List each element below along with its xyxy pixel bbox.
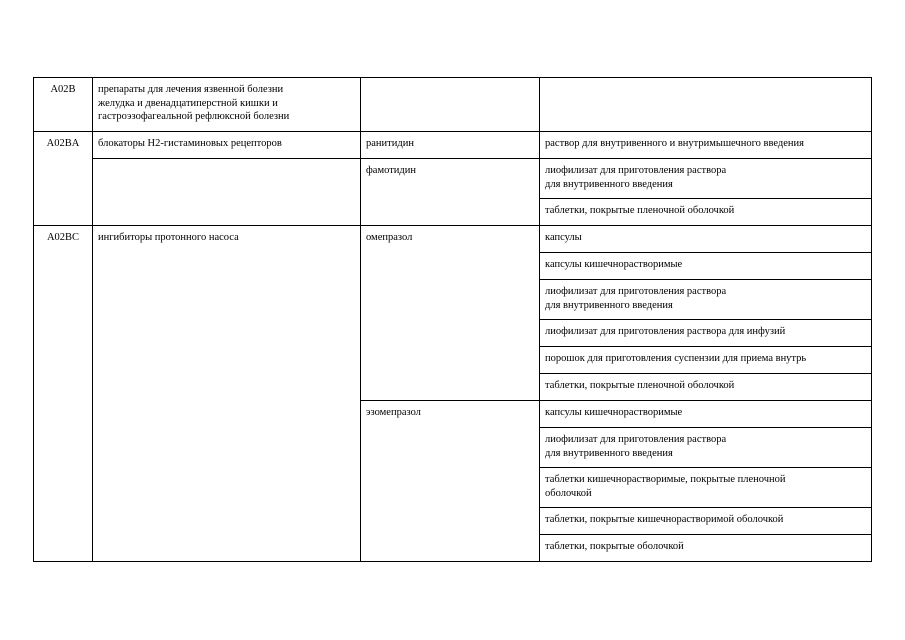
group-name-cell: блокаторы H2-гистаминовых рецепторов bbox=[93, 132, 361, 159]
dosage-form-cell: порошок для приготовления суспензии для приема внутрь bbox=[540, 347, 872, 374]
dosage-form-cell: капсулы кишечнорастворимые bbox=[540, 401, 872, 428]
table-row bbox=[34, 159, 872, 199]
drug-name-cell: ранитидин bbox=[361, 132, 540, 159]
dosage-form-cell: таблетки кишечнорастворимые, покрытые пленочной оболочкой bbox=[540, 468, 872, 508]
atc-code-cell: A02BA bbox=[34, 132, 93, 226]
table-row bbox=[34, 226, 872, 253]
group-name-cell: препараты для лечения язвенной болезни желудка и двенадцатиперстной кишки и гастроэзофагеальной рефлюксной болезни bbox=[93, 78, 361, 132]
dosage-form-cell: таблетки, покрытые пленочной оболочкой bbox=[540, 374, 872, 401]
atc-code-cell: A02B bbox=[34, 78, 93, 132]
document-page bbox=[33, 77, 872, 562]
drug-name-cell: эзомепразол bbox=[361, 401, 540, 562]
drug-name-cell: омепразол bbox=[361, 226, 540, 401]
dosage-form-cell: таблетки, покрытые пленочной оболочкой bbox=[540, 199, 872, 226]
dosage-form-cell: лиофилизат для приготовления раствора для инфузий bbox=[540, 320, 872, 347]
drug-name-cell: фамотидин bbox=[361, 159, 540, 226]
dosage-form-cell: капсулы bbox=[540, 226, 872, 253]
dosage-form-cell: таблетки, покрытые оболочкой bbox=[540, 535, 872, 562]
table-row bbox=[34, 78, 872, 132]
dosage-form-cell: лиофилизат для приготовления раствора для внутривенного введения bbox=[540, 159, 872, 199]
group-name-cell bbox=[93, 159, 361, 226]
group-name-cell: ингибиторы протонного насоса bbox=[93, 226, 361, 562]
dosage-form-cell: капсулы кишечнорастворимые bbox=[540, 253, 872, 280]
dosage-form-cell: таблетки, покрытые кишечнорастворимой оболочкой bbox=[540, 508, 872, 535]
dosage-form-cell: раствор для внутривенного и внутримышечного введения bbox=[540, 132, 872, 159]
dosage-form-cell bbox=[540, 78, 872, 132]
drug-classification-table bbox=[33, 77, 872, 562]
dosage-form-cell: лиофилизат для приготовления раствора для внутривенного введения bbox=[540, 428, 872, 468]
atc-code-cell: A02BC bbox=[34, 226, 93, 562]
drug-name-cell bbox=[361, 78, 540, 132]
dosage-form-cell: лиофилизат для приготовления раствора для внутривенного введения bbox=[540, 280, 872, 320]
table-row bbox=[34, 132, 872, 159]
